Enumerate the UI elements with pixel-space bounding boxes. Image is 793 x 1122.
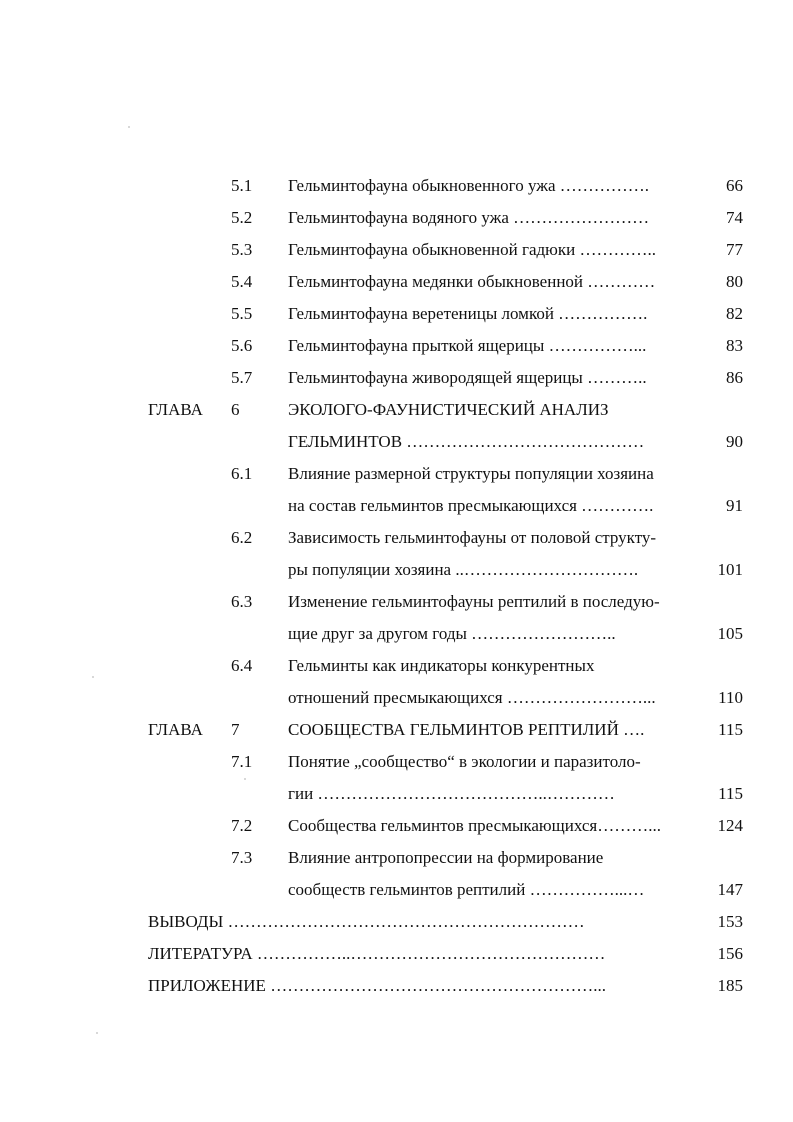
toc-back-matter-entry <box>0 972 793 1000</box>
section-title-continued: гии …………………………………..………… <box>288 784 615 803</box>
section-title-continued: отношений пресмыкающихся ……………………... <box>288 688 656 707</box>
section-number: 5.1 <box>231 176 253 195</box>
toc-entry <box>0 268 793 296</box>
page-number: 153 <box>717 912 743 931</box>
scan-speck <box>244 778 246 780</box>
back-matter-title: ПРИЛОЖЕНИЕ …………………………………………………... <box>148 976 606 995</box>
section-title: Гельминтофауна обыкновенного ужа ……………. <box>288 176 650 195</box>
section-number: 5.3 <box>231 240 253 259</box>
chapter-title: СООБЩЕСТВА ГЕЛЬМИНТОВ РЕПТИЛИЙ …. <box>288 720 645 739</box>
toc-entry-continued <box>0 492 793 520</box>
page-number: 74 <box>726 208 743 227</box>
section-number: 7.3 <box>231 848 253 867</box>
toc-entry-continued <box>0 556 793 584</box>
section-title-continued: на состав гельминтов пресмыкающихся …………. <box>288 496 654 515</box>
toc-entry <box>0 460 793 488</box>
section-number: 5.5 <box>231 304 253 323</box>
section-number: 5.4 <box>231 272 253 291</box>
scan-speck <box>92 676 94 678</box>
toc-entry <box>0 748 793 776</box>
toc-entry <box>0 300 793 328</box>
section-title: Гельминтофауна медянки обыкновенной ………… <box>288 272 656 291</box>
toc-entry <box>0 332 793 360</box>
toc-entry <box>0 844 793 872</box>
toc-entry <box>0 524 793 552</box>
section-number: 7.2 <box>231 816 253 835</box>
toc-entry-continued <box>0 684 793 712</box>
section-title: Сообщества гельминтов пресмыкающихся………... <box>288 816 661 835</box>
toc-entry <box>0 812 793 840</box>
section-title: Влияние размерной структуры популяции хозяина <box>288 464 654 483</box>
section-number: 5.2 <box>231 208 253 227</box>
toc-entry <box>0 652 793 680</box>
section-number: 6.3 <box>231 592 253 611</box>
section-title: Гельминтофауна веретеницы ломкой ……………. <box>288 304 648 323</box>
section-number: 5.6 <box>231 336 253 355</box>
page-number: 82 <box>726 304 743 323</box>
page-number: 83 <box>726 336 743 355</box>
page-number: 110 <box>718 688 743 707</box>
page-number: 115 <box>718 784 743 803</box>
page-number: 90 <box>726 432 743 451</box>
section-title: Понятие „сообщество“ в экологии и паразитоло- <box>288 752 641 771</box>
page-number: 156 <box>717 944 743 963</box>
section-title: Гельминтофауна обыкновенной гадюки ………….. <box>288 240 656 259</box>
page-number: 147 <box>717 880 743 899</box>
toc-entry <box>0 204 793 232</box>
section-number: 6.2 <box>231 528 253 547</box>
chapter-title-continued: ГЕЛЬМИНТОВ …………………………………… <box>288 432 645 451</box>
page-number: 185 <box>717 976 743 995</box>
toc-entry <box>0 172 793 200</box>
chapter-number: 7 <box>231 720 240 739</box>
chapter-label: ГЛАВА <box>148 400 203 419</box>
section-title: Зависимость гельминтофауны от половой структу- <box>288 528 657 547</box>
section-title-continued: щие друг за другом годы …………………….. <box>288 624 616 643</box>
page-number: 115 <box>718 720 743 739</box>
toc-back-matter-entry <box>0 940 793 968</box>
toc-entry-continued <box>0 780 793 808</box>
page-number: 91 <box>726 496 743 515</box>
toc-entry <box>0 364 793 392</box>
chapter-number: 6 <box>231 400 240 419</box>
section-title-continued: сообществ гельминтов рептилий ……………...… <box>288 880 645 899</box>
page-number: 124 <box>717 816 743 835</box>
chapter-title: ЭКОЛОГО-ФАУНИСТИЧЕСКИЙ АНАЛИЗ <box>288 400 609 419</box>
toc-entry <box>0 236 793 264</box>
section-number: 5.7 <box>231 368 253 387</box>
toc-entry <box>0 588 793 616</box>
section-number: 6.1 <box>231 464 253 483</box>
page-number: 66 <box>726 176 743 195</box>
toc-entry-continued <box>0 620 793 648</box>
scan-speck <box>96 1032 98 1034</box>
page-number: 77 <box>726 240 743 259</box>
section-title: Изменение гельминтофауны рептилий в последую- <box>288 592 660 611</box>
section-title: Влияние антропопрессии на формирование <box>288 848 604 867</box>
toc-chapter-entry <box>0 716 793 744</box>
section-number: 6.4 <box>231 656 253 675</box>
scan-speck <box>128 126 130 128</box>
page-number: 86 <box>726 368 743 387</box>
section-title: Гельминты как индикаторы конкурентных <box>288 656 595 675</box>
toc-entry-continued <box>0 876 793 904</box>
page-number: 101 <box>717 560 743 579</box>
section-title: Гельминтофауна прыткой ящерицы ……………... <box>288 336 647 355</box>
section-title: Гельминтофауна живородящей ящерицы ……….. <box>288 368 647 387</box>
chapter-label: ГЛАВА <box>148 720 203 739</box>
toc-chapter-entry <box>0 396 793 424</box>
section-title: Гельминтофауна водяного ужа …………………… <box>288 208 650 227</box>
page-number: 80 <box>726 272 743 291</box>
section-title-continued: ры популяции хозяина ..…………………………. <box>288 560 639 579</box>
toc-back-matter-entry <box>0 908 793 936</box>
toc-chapter-entry-continued <box>0 428 793 456</box>
page-number: 105 <box>717 624 743 643</box>
section-number: 7.1 <box>231 752 253 771</box>
back-matter-title: ЛИТЕРАТУРА ……………..……………………………………… <box>148 944 606 963</box>
back-matter-title: ВЫВОДЫ ……………………………………………………… <box>148 912 585 931</box>
